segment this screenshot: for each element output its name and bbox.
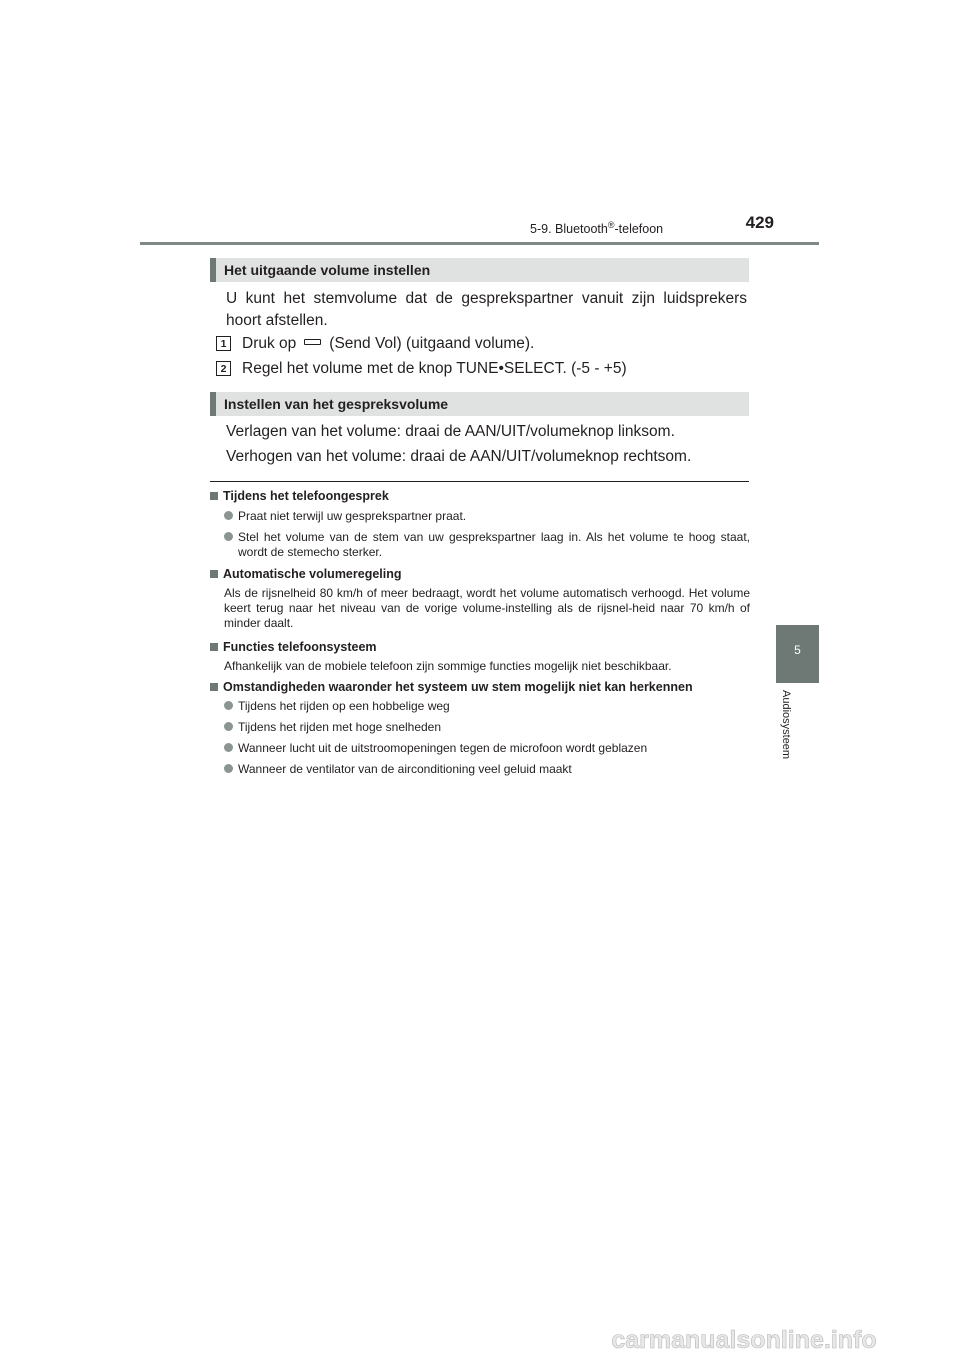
chapter-title: 5-9. Bluetooth®-telefoon xyxy=(530,220,664,237)
banner-accent-bar xyxy=(210,392,216,416)
step-number: 2 xyxy=(216,361,231,376)
note-body: Afhankelijk van de mobiele telefoon zijn sommige functies mogelijk niet beschikbaar. xyxy=(224,659,672,673)
header-rule xyxy=(140,242,819,245)
section-title: Instellen van het gespreksvolume xyxy=(224,396,449,412)
section-title: Het uitgaande volume instellen xyxy=(224,262,431,278)
section-banner-outgoing-volume xyxy=(210,258,749,282)
banner-accent-bar xyxy=(210,258,216,282)
chapter-tab-label: Audiosysteem xyxy=(780,690,792,760)
round-bullet-icon xyxy=(224,764,233,773)
square-bullet-icon xyxy=(210,570,218,578)
round-bullet-icon xyxy=(224,722,233,731)
watermark xyxy=(534,1325,954,1355)
note-heading: Omstandigheden waaronder het systeem uw stem mogelijk niet kan herkennen xyxy=(210,680,693,694)
watermark-text: carmanualsonline.info xyxy=(611,1326,877,1354)
chapter-tab: 5 xyxy=(776,625,819,683)
round-bullet-icon xyxy=(224,743,233,752)
square-bullet-icon xyxy=(210,683,218,691)
volume-up-instruction: Verhogen van het volume: draai de AAN/UIT/volumeknop rechtsom. xyxy=(226,448,692,465)
square-bullet-icon xyxy=(210,492,218,500)
note-body: Als de rijsnelheid 80 km/h of meer bedraagt, wordt het volume automatisch verhoogd. Het volume keert terug naar het niveau van de vorige volume-instelling als de rijsnel-heid naar 70 km/h of minder daalt. xyxy=(224,586,750,630)
section-banner-call-volume xyxy=(210,392,749,416)
send-vol-button-icon xyxy=(304,339,321,345)
step-text: Druk op xyxy=(242,335,297,352)
note-heading: Tijdens het telefoongesprek xyxy=(210,489,389,503)
page-number: 429 xyxy=(745,213,774,232)
note-heading: Functies telefoonsysteem xyxy=(210,640,377,654)
notes-divider xyxy=(210,481,749,482)
section-intro: U kunt het stemvolume dat de gesprekspartner vanuit zijn luidsprekers hoort afstellen. xyxy=(226,290,747,329)
step-text: Regel het volume met de knop TUNE•SELECT. (-5 - +5) xyxy=(242,360,627,377)
square-bullet-icon xyxy=(210,643,218,651)
round-bullet-icon xyxy=(224,701,233,710)
round-bullet-icon xyxy=(224,511,233,520)
note-heading: Automatische volumeregeling xyxy=(210,567,402,581)
step-number: 1 xyxy=(216,336,231,351)
step-text: (Send Vol) (uitgaand volume). xyxy=(329,335,535,352)
volume-down-instruction: Verlagen van het volume: draai de AAN/UIT/volumeknop linksom. xyxy=(226,423,675,440)
round-bullet-icon xyxy=(224,532,233,541)
